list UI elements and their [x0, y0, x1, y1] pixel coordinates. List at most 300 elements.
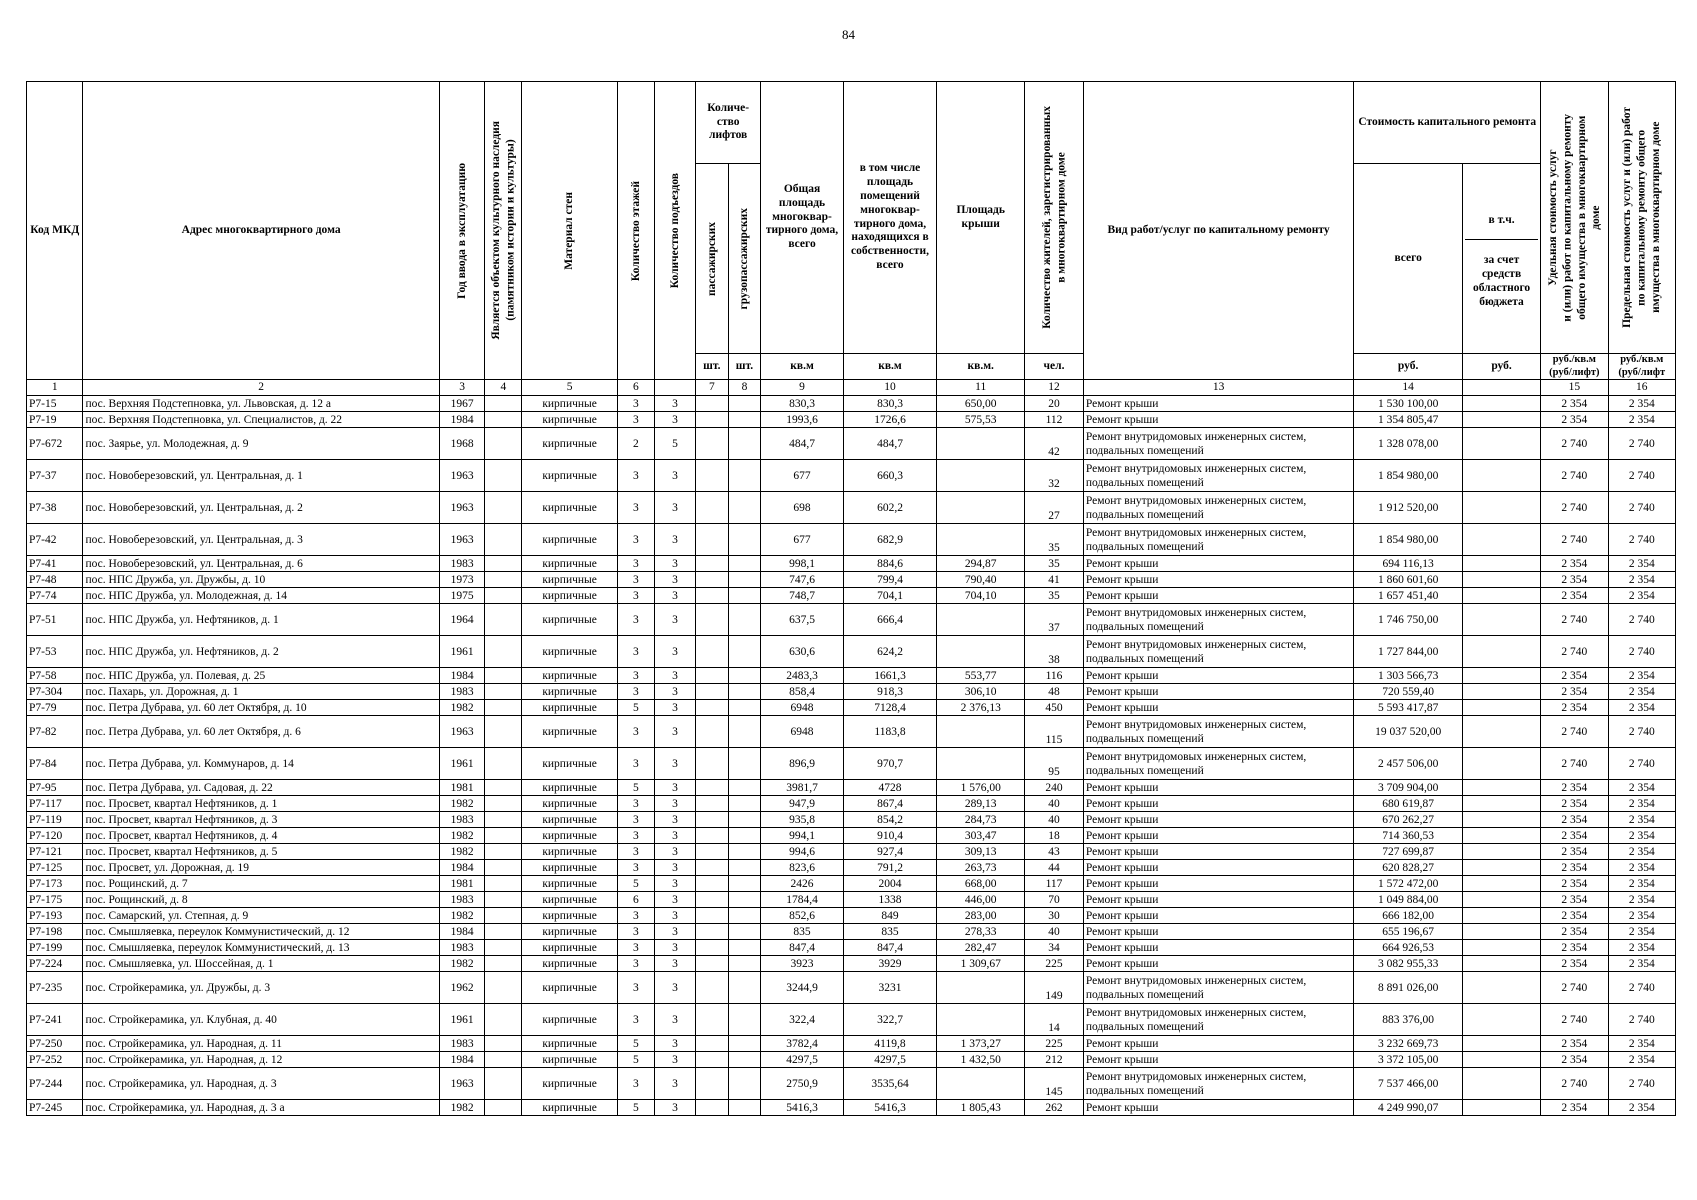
table-row	[27, 1100, 1676, 1116]
cell-heritage	[485, 924, 522, 940]
header-lifts-group: Количе-ство лифтов	[696, 82, 761, 164]
cell-residents: 32	[1025, 460, 1084, 492]
cell-unit-cost: 2 354	[1541, 684, 1608, 700]
cell-work-type: Ремонт крыши	[1083, 684, 1353, 700]
cell-floors: 3	[617, 556, 654, 572]
cell-address: пос. Стройкерамика, ул. Клубная, д. 40	[83, 1004, 439, 1036]
cell-entrances: 3	[654, 588, 695, 604]
cell-address: пос. НПС Дружба, ул. Нефтяников, д. 1	[83, 604, 439, 636]
cell-unit-cost: 2 354	[1541, 908, 1608, 924]
header-work-type: Вид работ/услуг по капитальному ремонту	[1083, 82, 1353, 380]
cell-lifts-cargo	[728, 1036, 761, 1052]
cell-roof-area: 2 376,13	[937, 700, 1025, 716]
cell-unit-cost: 2 740	[1541, 1004, 1608, 1036]
cell-entrances: 3	[654, 716, 695, 748]
cell-cost-total: 1 727 844,00	[1354, 636, 1463, 668]
cell-lifts-pass	[696, 684, 729, 700]
cell-owned-area: 624,2	[843, 636, 936, 668]
cell-owned-area: 666,4	[843, 604, 936, 636]
cell-cost-total: 1 530 100,00	[1354, 396, 1463, 412]
table-row	[27, 908, 1676, 924]
cell-heritage	[485, 1036, 522, 1052]
cell-material: кирпичные	[522, 556, 618, 572]
cell-cost-regional	[1462, 972, 1540, 1004]
cell-material: кирпичные	[522, 1004, 618, 1036]
cell-cost-total: 3 709 904,00	[1354, 780, 1463, 796]
cell-lifts-pass	[696, 1004, 729, 1036]
col-number: 15	[1541, 380, 1608, 396]
cell-max-cost: 2 740	[1608, 428, 1676, 460]
cell-work-type: Ремонт крыши	[1083, 572, 1353, 588]
cell-lifts-cargo	[728, 684, 761, 700]
table-row	[27, 940, 1676, 956]
cell-material: кирпичные	[522, 956, 618, 972]
cell-unit-cost: 2 354	[1541, 700, 1608, 716]
cell-unit-cost: 2 740	[1541, 972, 1608, 1004]
cell-material: кирпичные	[522, 748, 618, 780]
cell-owned-area: 1726,6	[843, 412, 936, 428]
cell-roof-area	[937, 748, 1025, 780]
cell-heritage	[485, 860, 522, 876]
cell-max-cost: 2 354	[1608, 556, 1676, 572]
cell-unit-cost: 2 354	[1541, 668, 1608, 684]
col-number: 16	[1608, 380, 1676, 396]
cell-max-cost: 2 354	[1608, 892, 1676, 908]
cell-residents: 70	[1025, 892, 1084, 908]
cell-lifts-pass	[696, 972, 729, 1004]
cell-unit-cost: 2 354	[1541, 796, 1608, 812]
cell-floors: 3	[617, 588, 654, 604]
cell-entrances: 3	[654, 636, 695, 668]
cell-address: пос. Стройкерамика, ул. Дружбы, д. 3	[83, 972, 439, 1004]
cell-roof-area: 575,53	[937, 412, 1025, 428]
cell-owned-area: 682,9	[843, 524, 936, 556]
header-material: Материал стен	[522, 82, 618, 380]
cell-lifts-cargo	[728, 972, 761, 1004]
cell-material: кирпичные	[522, 572, 618, 588]
cell-cost-total: 680 619,87	[1354, 796, 1463, 812]
cell-owned-area: 835	[843, 924, 936, 940]
cell-entrances: 3	[654, 1100, 695, 1116]
col-number: 8	[728, 380, 761, 396]
cell-max-cost: 2 740	[1608, 636, 1676, 668]
cell-residents: 42	[1025, 428, 1084, 460]
cell-floors: 3	[617, 412, 654, 428]
cell-year: 1984	[439, 412, 485, 428]
cell-entrances: 3	[654, 700, 695, 716]
cell-entrances: 3	[654, 684, 695, 700]
col-number: 12	[1025, 380, 1084, 396]
cell-address: пос. Петра Дубрава, ул. Садовая, д. 22	[83, 780, 439, 796]
cell-cost-total: 727 699,87	[1354, 844, 1463, 860]
cell-unit-cost: 2 354	[1541, 844, 1608, 860]
cell-year: 1983	[439, 940, 485, 956]
cell-code: Р7-125	[27, 860, 83, 876]
cell-cost-regional	[1462, 556, 1540, 572]
cell-owned-area: 3535,64	[843, 1068, 936, 1100]
cell-work-type: Ремонт крыши	[1083, 396, 1353, 412]
cell-heritage	[485, 1004, 522, 1036]
cell-material: кирпичные	[522, 780, 618, 796]
cell-owned-area: 1661,3	[843, 668, 936, 684]
cell-residents: 27	[1025, 492, 1084, 524]
table-row	[27, 492, 1676, 524]
cell-cost-total: 620 828,27	[1354, 860, 1463, 876]
cell-address: пос. Стройкерамика, ул. Народная, д. 11	[83, 1036, 439, 1052]
cell-entrances: 3	[654, 748, 695, 780]
cell-year: 1983	[439, 892, 485, 908]
cell-owned-area: 5416,3	[843, 1100, 936, 1116]
page-number: 84	[842, 27, 855, 42]
cell-entrances: 3	[654, 780, 695, 796]
cell-cost-total: 3 232 669,73	[1354, 1036, 1463, 1052]
col-number: 6	[617, 380, 654, 396]
table-row	[27, 844, 1676, 860]
cell-entrances: 3	[654, 1052, 695, 1068]
cell-roof-area: 790,40	[937, 572, 1025, 588]
cell-floors: 3	[617, 940, 654, 956]
cell-cost-total: 5 593 417,87	[1354, 700, 1463, 716]
cell-roof-area: 283,00	[937, 908, 1025, 924]
cell-address: пос. Просвет, квартал Нефтяников, д. 5	[83, 844, 439, 860]
cell-unit-cost: 2 354	[1541, 556, 1608, 572]
cell-residents: 145	[1025, 1068, 1084, 1100]
cell-residents: 240	[1025, 780, 1084, 796]
cell-residents: 48	[1025, 684, 1084, 700]
cell-lifts-pass	[696, 796, 729, 812]
cell-total-area: 852,6	[761, 908, 844, 924]
cell-total-area: 3981,7	[761, 780, 844, 796]
cell-lifts-pass	[696, 828, 729, 844]
cell-max-cost: 2 354	[1608, 796, 1676, 812]
cell-total-area: 835	[761, 924, 844, 940]
cell-cost-total: 883 376,00	[1354, 1004, 1463, 1036]
cell-work-type: Ремонт крыши	[1083, 892, 1353, 908]
cell-max-cost: 2 354	[1608, 924, 1676, 940]
cell-heritage	[485, 492, 522, 524]
cell-year: 1984	[439, 860, 485, 876]
header-unit-cost: Удельная стоимость услуг и (или) работ по капитальному ремонту общего имущества в многоквартирном доме	[1541, 82, 1608, 354]
cell-material: кирпичные	[522, 588, 618, 604]
cell-work-type: Ремонт крыши	[1083, 1100, 1353, 1116]
cell-total-area: 2426	[761, 876, 844, 892]
unit-max-cost: руб./кв.м (руб/лифт	[1608, 354, 1676, 380]
cell-cost-total: 1 854 980,00	[1354, 460, 1463, 492]
cell-year: 1963	[439, 492, 485, 524]
cell-code: Р7-95	[27, 780, 83, 796]
cell-max-cost: 2 354	[1608, 700, 1676, 716]
cell-code: Р7-58	[27, 668, 83, 684]
cell-cost-total: 19 037 520,00	[1354, 716, 1463, 748]
cell-material: кирпичные	[522, 828, 618, 844]
cell-owned-area: 847,4	[843, 940, 936, 956]
cell-residents: 117	[1025, 876, 1084, 892]
cell-code: Р7-38	[27, 492, 83, 524]
cell-material: кирпичные	[522, 924, 618, 940]
cell-year: 1964	[439, 604, 485, 636]
cell-heritage	[485, 396, 522, 412]
cell-cost-regional	[1462, 604, 1540, 636]
cell-code: Р7-51	[27, 604, 83, 636]
table-row	[27, 924, 1676, 940]
cell-unit-cost: 2 740	[1541, 524, 1608, 556]
cell-address: пос. Новоберезовский, ул. Центральная, д. 3	[83, 524, 439, 556]
cell-address: пос. Просвет, квартал Нефтяников, д. 1	[83, 796, 439, 812]
cell-lifts-cargo	[728, 796, 761, 812]
cell-address: пос. Просвет, квартал Нефтяников, д. 3	[83, 812, 439, 828]
cell-total-area: 4297,5	[761, 1052, 844, 1068]
table-row	[27, 876, 1676, 892]
cell-work-type: Ремонт внутридомовых инженерных систем, подвальных помещений	[1083, 428, 1353, 460]
cell-unit-cost: 2 354	[1541, 876, 1608, 892]
cell-unit-cost: 2 354	[1541, 828, 1608, 844]
cell-lifts-pass	[696, 844, 729, 860]
unit-residents: чел.	[1025, 354, 1084, 380]
cell-lifts-cargo	[728, 748, 761, 780]
cell-heritage	[485, 460, 522, 492]
cell-code: Р7-173	[27, 876, 83, 892]
cell-floors: 2	[617, 428, 654, 460]
table-row	[27, 636, 1676, 668]
cell-work-type: Ремонт крыши	[1083, 412, 1353, 428]
cell-year: 1982	[439, 796, 485, 812]
cell-heritage	[485, 604, 522, 636]
cell-code: Р7-48	[27, 572, 83, 588]
cell-lifts-pass	[696, 396, 729, 412]
cell-address: пос. Новоберезовский, ул. Центральная, д. 1	[83, 460, 439, 492]
table-row	[27, 892, 1676, 908]
cell-address: пос. Заярье, ул. Молодежная, д. 9	[83, 428, 439, 460]
cell-lifts-pass	[696, 604, 729, 636]
cell-total-area: 823,6	[761, 860, 844, 876]
cell-cost-total: 1 303 566,73	[1354, 668, 1463, 684]
cell-code: Р7-198	[27, 924, 83, 940]
cell-cost-total: 1 049 884,00	[1354, 892, 1463, 908]
cell-entrances: 3	[654, 492, 695, 524]
cell-lifts-pass	[696, 668, 729, 684]
col-number: 11	[937, 380, 1025, 396]
cell-roof-area	[937, 716, 1025, 748]
cell-lifts-cargo	[728, 604, 761, 636]
table-row	[27, 1004, 1676, 1036]
capital-repair-table	[26, 81, 1676, 1116]
cell-code: Р7-74	[27, 588, 83, 604]
cell-work-type: Ремонт крыши	[1083, 556, 1353, 572]
cell-max-cost: 2 354	[1608, 940, 1676, 956]
cell-total-area: 2483,3	[761, 668, 844, 684]
table-row	[27, 1036, 1676, 1052]
cell-cost-total: 2 457 506,00	[1354, 748, 1463, 780]
cell-unit-cost: 2 354	[1541, 396, 1608, 412]
cell-cost-regional	[1462, 668, 1540, 684]
cell-residents: 35	[1025, 524, 1084, 556]
cell-lifts-pass	[696, 1036, 729, 1052]
cell-residents: 40	[1025, 812, 1084, 828]
cell-lifts-pass	[696, 892, 729, 908]
col-number: 10	[843, 380, 936, 396]
cell-heritage	[485, 556, 522, 572]
cell-total-area: 998,1	[761, 556, 844, 572]
cell-floors: 3	[617, 604, 654, 636]
cell-address: пос. Просвет, квартал Нефтяников, д. 4	[83, 828, 439, 844]
cell-address: пос. Самарский, ул. Степная, д. 9	[83, 908, 439, 924]
cell-max-cost: 2 740	[1608, 492, 1676, 524]
cell-cost-regional	[1462, 524, 1540, 556]
cell-owned-area: 830,3	[843, 396, 936, 412]
cell-heritage	[485, 796, 522, 812]
cell-work-type: Ремонт крыши	[1083, 1052, 1353, 1068]
table-row	[27, 604, 1676, 636]
cell-heritage	[485, 412, 522, 428]
cell-entrances: 3	[654, 524, 695, 556]
cell-owned-area: 799,4	[843, 572, 936, 588]
cell-owned-area: 3929	[843, 956, 936, 972]
cell-lifts-pass	[696, 636, 729, 668]
cell-lifts-cargo	[728, 1100, 761, 1116]
cell-owned-area: 322,7	[843, 1004, 936, 1036]
cell-cost-regional	[1462, 396, 1540, 412]
cell-unit-cost: 2 354	[1541, 924, 1608, 940]
cell-residents: 18	[1025, 828, 1084, 844]
cell-lifts-cargo	[728, 716, 761, 748]
cell-max-cost: 2 740	[1608, 972, 1676, 1004]
cell-owned-area: 2004	[843, 876, 936, 892]
col-number	[1462, 380, 1540, 396]
cell-lifts-pass	[696, 572, 729, 588]
cell-roof-area: 1 432,50	[937, 1052, 1025, 1068]
cell-max-cost: 2 740	[1608, 604, 1676, 636]
table-row	[27, 780, 1676, 796]
cell-year: 1963	[439, 716, 485, 748]
table-row	[27, 524, 1676, 556]
cell-owned-area: 602,2	[843, 492, 936, 524]
unit-lifts-pass: шт.	[696, 354, 729, 380]
cell-cost-total: 1 657 451,40	[1354, 588, 1463, 604]
cell-material: кирпичные	[522, 396, 618, 412]
table-row	[27, 412, 1676, 428]
cell-total-area: 5416,3	[761, 1100, 844, 1116]
cell-owned-area: 660,3	[843, 460, 936, 492]
cell-work-type: Ремонт внутридомовых инженерных систем, подвальных помещений	[1083, 460, 1353, 492]
table-row	[27, 812, 1676, 828]
cell-total-area: 896,9	[761, 748, 844, 780]
cell-total-area: 484,7	[761, 428, 844, 460]
cell-cost-regional	[1462, 1052, 1540, 1068]
cell-unit-cost: 2 354	[1541, 956, 1608, 972]
cell-entrances: 3	[654, 908, 695, 924]
cell-unit-cost: 2 354	[1541, 572, 1608, 588]
cell-floors: 5	[617, 700, 654, 716]
cell-unit-cost: 2 740	[1541, 1068, 1608, 1100]
cell-entrances: 3	[654, 828, 695, 844]
cell-work-type: Ремонт крыши	[1083, 940, 1353, 956]
cell-roof-area: 553,77	[937, 668, 1025, 684]
table-row	[27, 716, 1676, 748]
cell-cost-regional	[1462, 828, 1540, 844]
cell-year: 1983	[439, 812, 485, 828]
cell-year: 1982	[439, 828, 485, 844]
cell-work-type: Ремонт крыши	[1083, 796, 1353, 812]
table-row	[27, 556, 1676, 572]
cell-heritage	[485, 812, 522, 828]
cell-lifts-pass	[696, 748, 729, 780]
cell-code: Р7-15	[27, 396, 83, 412]
cell-roof-area: 446,00	[937, 892, 1025, 908]
cell-code: Р7-224	[27, 956, 83, 972]
cell-work-type: Ремонт внутридомовых инженерных систем, подвальных помещений	[1083, 1068, 1353, 1100]
cell-work-type: Ремонт внутридомовых инженерных систем, подвальных помещений	[1083, 524, 1353, 556]
cell-address: пос. Стройкерамика, ул. Народная, д. 3	[83, 1068, 439, 1100]
cell-owned-area: 970,7	[843, 748, 936, 780]
cell-cost-regional	[1462, 892, 1540, 908]
cell-residents: 38	[1025, 636, 1084, 668]
cell-cost-regional	[1462, 812, 1540, 828]
cell-entrances: 3	[654, 396, 695, 412]
cell-owned-area: 867,4	[843, 796, 936, 812]
cell-unit-cost: 2 354	[1541, 588, 1608, 604]
cell-total-area: 6948	[761, 700, 844, 716]
cell-work-type: Ремонт крыши	[1083, 860, 1353, 876]
cell-code: Р7-245	[27, 1100, 83, 1116]
cell-lifts-pass	[696, 588, 729, 604]
cell-lifts-cargo	[728, 828, 761, 844]
cell-unit-cost: 2 740	[1541, 748, 1608, 780]
cell-work-type: Ремонт внутридомовых инженерных систем, подвальных помещений	[1083, 636, 1353, 668]
cell-unit-cost: 2 354	[1541, 1052, 1608, 1068]
header-cost-total: всего	[1354, 164, 1463, 354]
cell-year: 1967	[439, 396, 485, 412]
cell-unit-cost: 2 354	[1541, 860, 1608, 876]
cell-total-area: 3244,9	[761, 972, 844, 1004]
cell-roof-area: 278,33	[937, 924, 1025, 940]
header-total-area: Общая площадь многоквар-тирного дома, всего	[761, 82, 844, 354]
cell-roof-area: 306,10	[937, 684, 1025, 700]
cell-residents: 43	[1025, 844, 1084, 860]
cell-year: 1983	[439, 1036, 485, 1052]
cell-unit-cost: 2 740	[1541, 460, 1608, 492]
cell-material: кирпичные	[522, 796, 618, 812]
cell-max-cost: 2 354	[1608, 684, 1676, 700]
cell-cost-regional	[1462, 796, 1540, 812]
table-body	[27, 396, 1676, 1116]
cell-total-area: 994,6	[761, 844, 844, 860]
cell-code: Р7-672	[27, 428, 83, 460]
cell-heritage	[485, 572, 522, 588]
cell-unit-cost: 2 740	[1541, 492, 1608, 524]
header-cost-regional: в т.ч. за счет средств областного бюджета	[1462, 164, 1540, 354]
cell-cost-regional	[1462, 412, 1540, 428]
cell-year: 1975	[439, 588, 485, 604]
cell-code: Р7-120	[27, 828, 83, 844]
cell-heritage	[485, 636, 522, 668]
cell-cost-total: 4 249 990,07	[1354, 1100, 1463, 1116]
cell-lifts-pass	[696, 780, 729, 796]
cell-lifts-cargo	[728, 940, 761, 956]
cell-unit-cost: 2 354	[1541, 1100, 1608, 1116]
cell-heritage	[485, 524, 522, 556]
cell-max-cost: 2 354	[1608, 412, 1676, 428]
header-floors: Количество этажей	[617, 82, 654, 380]
cell-code: Р7-175	[27, 892, 83, 908]
cell-lifts-pass	[696, 940, 729, 956]
cell-heritage	[485, 972, 522, 1004]
cell-lifts-cargo	[728, 636, 761, 668]
cell-floors: 3	[617, 492, 654, 524]
cell-floors: 3	[617, 1004, 654, 1036]
cell-address: пос. НПС Дружба, ул. Полевая, д. 25	[83, 668, 439, 684]
cell-lifts-pass	[696, 908, 729, 924]
cell-work-type: Ремонт крыши	[1083, 924, 1353, 940]
